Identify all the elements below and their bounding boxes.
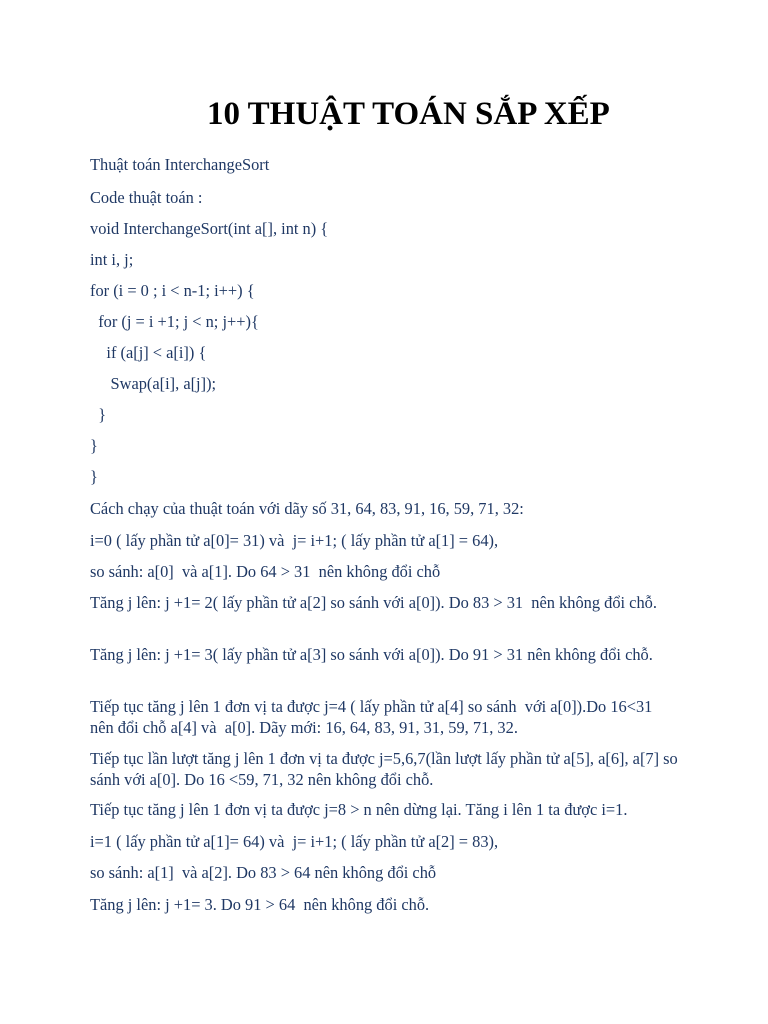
paragraph: so sánh: a[0] và a[1]. Do 64 > 31 nên không đổi chỗ bbox=[90, 562, 441, 581]
paragraph: Tăng j lên: j +1= 2( lấy phần tử a[2] so sánh với a[0]). Do 83 > 31 nên không đổi chỗ. bbox=[90, 593, 657, 612]
paragraph: so sánh: a[1] và a[2]. Do 83 > 64 nên không đổi chỗ bbox=[90, 863, 437, 882]
section-heading: Thuật toán InterchangeSort bbox=[90, 155, 270, 174]
paragraph: Cách chạy của thuật toán với dãy số 31, 64, 83, 91, 16, 59, 71, 32: bbox=[90, 499, 524, 518]
code-line: } bbox=[90, 436, 98, 455]
code-line: void InterchangeSort(int a[], int n) { bbox=[90, 219, 329, 238]
code-line: int i, j; bbox=[90, 250, 134, 269]
code-line: if (a[j] < a[i]) { bbox=[90, 343, 207, 362]
code-line: } bbox=[90, 467, 98, 486]
paragraph: Tăng j lên: j +1= 3. Do 91 > 64 nên không đổi chỗ. bbox=[90, 895, 430, 914]
code-line: for (j = i +1; j < n; j++){ bbox=[90, 312, 259, 331]
code-line: for (i = 0 ; i < n-1; i++) { bbox=[90, 281, 255, 300]
code-label: Code thuật toán : bbox=[90, 188, 203, 207]
paragraph: Tiếp tục tăng j lên 1 đơn vị ta được j=8 > n nên dừng lại. Tăng i lên 1 ta được i=1. bbox=[90, 800, 628, 819]
paragraph: Tiếp tục lần lượt tăng j lên 1 đơn vị ta được j=5,6,7(lần lượt lấy phần tử a[5], a[6], a[7] so sánh với a[0]. Do 16 <59, 71, 32 nên không đổi chỗ. bbox=[90, 749, 682, 789]
paragraph: i=1 ( lấy phần tử a[1]= 64) và j= i+1; ( lấy phần tử a[2] = 83), bbox=[90, 832, 499, 851]
document-title: 10 THUẬT TOÁN SẮP XẾP bbox=[207, 96, 610, 132]
paragraph: Tiếp tục tăng j lên 1 đơn vị ta được j=4 ( lấy phần tử a[4] so sánh với a[0]).Do 16<31 nên đổi chỗ a[4] và a[0]. Dãy mới: 16, 64, 83, 91, 31, 59, 71, 32. bbox=[90, 697, 657, 737]
paragraph: Tăng j lên: j +1= 3( lấy phần tử a[3] so sánh với a[0]). Do 91 > 31 nên không đổi chỗ. bbox=[90, 645, 653, 664]
paragraph: i=0 ( lấy phần tử a[0]= 31) và j= i+1; ( lấy phần tử a[1] = 64), bbox=[90, 531, 499, 550]
code-line: Swap(a[i], a[j]); bbox=[90, 374, 217, 393]
code-line: } bbox=[90, 405, 107, 424]
